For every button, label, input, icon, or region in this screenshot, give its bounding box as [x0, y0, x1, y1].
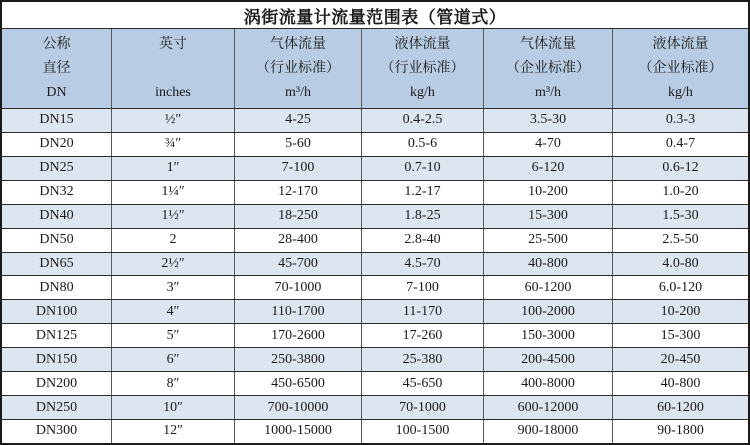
table-row: [2, 419, 748, 443]
header-line: 气体流量: [520, 36, 576, 52]
table-row: [2, 323, 748, 347]
table-cell: 10-200: [660, 303, 701, 319]
table-cell: 2½″: [112, 253, 235, 276]
header-line: 液体流量: [652, 36, 709, 52]
table-cell: DN100: [2, 300, 112, 323]
table-cell: 6.0-120: [658, 279, 703, 295]
table-cell: 4″: [112, 300, 235, 323]
table-cell: 110-1700: [235, 300, 362, 323]
table-cell: 7-100: [362, 276, 484, 299]
table-cell: 40-800: [660, 375, 701, 391]
table-row: [2, 156, 748, 180]
table-cell: 0.7-10: [362, 157, 484, 180]
table-cell: 200-4500: [484, 348, 613, 371]
table-cell: 7-100: [235, 157, 362, 180]
table-cell: 1000-15000: [235, 420, 362, 443]
header-line: kg/h: [410, 84, 435, 100]
table-cell: 2.5-50: [662, 232, 699, 248]
table-cell: 2: [112, 229, 235, 252]
table-title: 涡街流量计流量范围表（管道式）: [2, 2, 748, 28]
table-cell: 70-1000: [362, 396, 484, 419]
header-gas-flow-industry: [235, 29, 362, 108]
table-cell: 10″: [112, 396, 235, 419]
table-cell: 0.6-12: [662, 160, 699, 176]
table-cell: 0.4-7: [665, 136, 696, 152]
table-cell: 5″: [112, 324, 235, 347]
table-cell: 1.2-17: [362, 181, 484, 204]
table-row: [2, 299, 748, 323]
table-cell: DN15: [2, 109, 112, 132]
table-cell: 450-6500: [235, 372, 362, 395]
table-cell: DN20: [2, 133, 112, 156]
table-cell: DN300: [2, 420, 112, 443]
header-nominal-diameter: [2, 29, 112, 108]
table-cell: 70-1000: [235, 276, 362, 299]
header-line: （行业标准）: [380, 60, 465, 76]
table-cell: 4-25: [235, 109, 362, 132]
header-line: 直径: [42, 60, 71, 76]
table-cell: 170-2600: [235, 324, 362, 347]
table-cell: 700-10000: [235, 396, 362, 419]
table-cell: 12-170: [235, 181, 362, 204]
header-line: （行业标准）: [256, 60, 340, 76]
table-cell: 10-200: [484, 181, 613, 204]
table-cell: 0.4-2.5: [362, 109, 484, 132]
table-cell: DN125: [2, 324, 112, 347]
table-row: [2, 180, 748, 204]
header-line: 英寸: [159, 36, 187, 52]
table-row: [2, 132, 748, 156]
table-header-row: [2, 28, 748, 108]
table-cell: 8″: [112, 372, 235, 395]
table-cell: 100-1500: [362, 420, 484, 443]
header-line: inches: [155, 84, 191, 100]
table-cell: 1.5-30: [662, 208, 699, 224]
table-cell: 4.5-70: [362, 253, 484, 276]
table-cell: 5-60: [235, 133, 362, 156]
header-line: 液体流量: [394, 36, 451, 52]
table-cell: 0.5-6: [362, 133, 484, 156]
header-line: 气体流量: [270, 36, 326, 52]
table-cell: DN25: [2, 157, 112, 180]
header-gas-flow-enterprise: [484, 29, 613, 108]
table-cell: DN200: [2, 372, 112, 395]
table-cell: 900-18000: [484, 420, 613, 443]
table-row: [2, 252, 748, 276]
table-cell: DN40: [2, 205, 112, 228]
table-cell: 4.0-80: [662, 255, 699, 271]
table-cell: 11-170: [362, 300, 484, 323]
table-row: [2, 347, 748, 371]
table-cell: 12″: [112, 420, 235, 443]
table-row: [2, 108, 748, 132]
table-cell: 1″: [112, 157, 235, 180]
table-row: [2, 228, 748, 252]
table-cell: 1.0-20: [662, 184, 699, 200]
header-liquid-flow-industry: [362, 29, 484, 108]
table-cell: 60-1200: [484, 276, 613, 299]
header-line: DN: [46, 84, 67, 100]
header-line: m³/h: [285, 84, 311, 100]
table-cell: 90-1800: [657, 423, 704, 439]
table-cell: 150-3000: [484, 324, 613, 347]
table-cell: 1.8-25: [362, 205, 484, 228]
header-line: （企业标准）: [506, 60, 590, 76]
table-cell: 45-700: [235, 253, 362, 276]
table-cell: 3″: [112, 276, 235, 299]
header-line: （企业标准）: [638, 60, 723, 76]
table-cell: 15-300: [484, 205, 613, 228]
table-cell: 600-12000: [484, 396, 613, 419]
table-cell: 25-500: [484, 229, 613, 252]
table-cell: DN80: [2, 276, 112, 299]
table-cell: 1½″: [112, 205, 235, 228]
table-cell: 1¼″: [112, 181, 235, 204]
table-cell: 40-800: [484, 253, 613, 276]
table-cell: 100-2000: [484, 300, 613, 323]
table-cell: 4-70: [484, 133, 613, 156]
header-line: m³/h: [535, 84, 561, 100]
table-cell: 0.3-3: [665, 112, 696, 128]
table-cell: ½″: [112, 109, 235, 132]
header-line: kg/h: [668, 84, 693, 100]
table-cell: DN250: [2, 396, 112, 419]
table-cell: 17-260: [362, 324, 484, 347]
table-cell: 6-120: [484, 157, 613, 180]
table-cell: 2.8-40: [362, 229, 484, 252]
table-cell: 400-8000: [484, 372, 613, 395]
table-cell: DN150: [2, 348, 112, 371]
table-cell: 20-450: [660, 351, 701, 367]
header-inches: [112, 29, 235, 108]
table-cell: 3.5-30: [484, 109, 613, 132]
table-cell: 45-650: [362, 372, 484, 395]
table-row: [2, 275, 748, 299]
header-line: 公称: [42, 36, 71, 52]
table-cell: 250-3800: [235, 348, 362, 371]
table-cell: 6″: [112, 348, 235, 371]
table-row: [2, 371, 748, 395]
header-liquid-flow-enterprise: [613, 29, 748, 108]
table-cell: 15-300: [660, 327, 701, 343]
table-cell: DN65: [2, 253, 112, 276]
table-row: [2, 204, 748, 228]
table-cell: DN50: [2, 229, 112, 252]
table-cell: 60-1200: [657, 399, 704, 415]
table-row: [2, 395, 748, 419]
table-cell: 28-400: [235, 229, 362, 252]
table-body: [2, 108, 748, 443]
table-cell: ¾″: [112, 133, 235, 156]
table-cell: DN32: [2, 181, 112, 204]
table-cell: 18-250: [235, 205, 362, 228]
table-cell: 25-380: [362, 348, 484, 371]
